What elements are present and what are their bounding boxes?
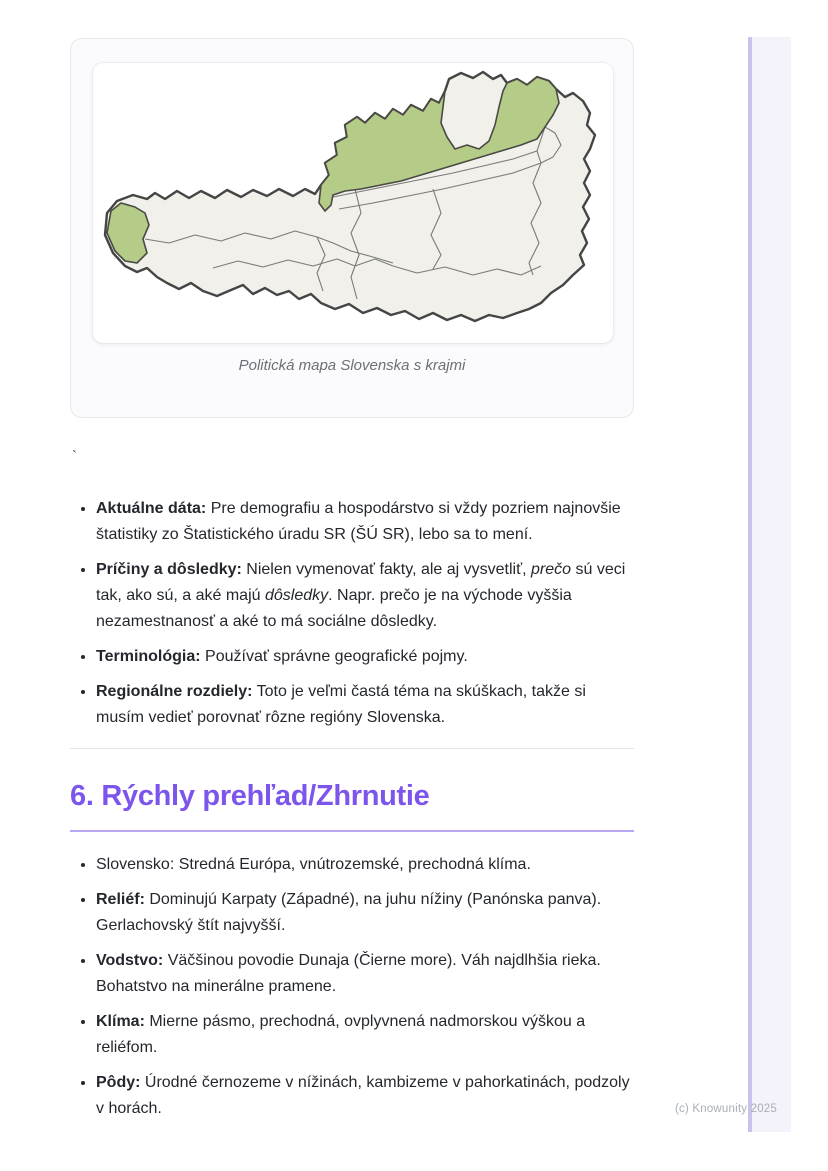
text-segment: . Napr. prečo je na východe vyššia nezamestnanosť a aké to má sociálne dôsledky.	[96, 587, 572, 630]
stray-backtick-text: `	[72, 448, 77, 465]
list-item	[96, 1009, 636, 1061]
text-segment: Dominujú Karpaty (Západné), na juhu nížiny (Panónska panva). Gerlachovský štít najvyšší.	[96, 891, 602, 934]
text-segment: Príčiny a dôsledky:	[96, 561, 242, 578]
text-segment: Pre demografiu a hospodárstvo si vždy pozriem najnovšie štatistiky zo Štatistického úradu SR (ŠÚ SR), lebo sa to mení.	[96, 500, 621, 543]
text-segment: Toto je veľmi častá téma na skúškach, takže si musím vedieť porovnať rôzne regióny Slovenska.	[96, 683, 586, 726]
text-segment: prečo	[531, 561, 572, 578]
text-segment: Používať správne geografické pojmy.	[200, 648, 468, 665]
list-item	[96, 852, 636, 878]
list-item	[96, 644, 636, 670]
list-item	[96, 887, 636, 939]
text-segment: Mierne pásmo, prechodná, ovplyvnená nadmorskou výškou a reliéfom.	[96, 1013, 586, 1056]
list-item	[96, 496, 636, 548]
list-item	[96, 948, 636, 1000]
summary-list	[70, 852, 636, 1122]
text-segment: Klíma:	[96, 1013, 145, 1030]
notes-list	[70, 496, 636, 731]
text-segment: Úrodné černozeme v nížinách, kambizeme v pahorkatinách, podzoly v horách.	[96, 1074, 630, 1117]
section-heading: 6. Rýchly prehľad/Zhrnutie	[70, 780, 430, 812]
text-segment: Väčšinou povodie Dunaja (Čierne more). Váh najdlhšia rieka. Bohatstvo na minerálne pramene.	[96, 952, 601, 995]
map-image	[93, 63, 613, 343]
austria-map-svg	[93, 63, 613, 343]
text-segment: Regionálne rozdiely:	[96, 683, 253, 700]
text-segment: Aktuálne dáta:	[96, 500, 207, 517]
text-segment: Reliéf:	[96, 891, 145, 908]
map-caption: Politická mapa Slovenska s krajmi	[238, 357, 466, 374]
text-segment: Vodstvo:	[96, 952, 164, 969]
text-segment: Terminológia:	[96, 648, 201, 665]
notes-section	[70, 496, 636, 740]
heading-underline	[70, 830, 634, 832]
list-item	[96, 679, 636, 731]
copyright-text: (c) Knowunity 2025	[674, 1103, 777, 1115]
next-page-preview[interactable]	[752, 37, 791, 1132]
list-item	[96, 557, 636, 635]
section-divider	[70, 748, 634, 749]
text-segment: Slovensko: Stredná Európa, vnútrozemské, prechodná klíma.	[96, 856, 531, 873]
text-segment: dôsledky	[264, 587, 329, 604]
list-item	[96, 1070, 636, 1122]
map-figure-card	[70, 38, 634, 418]
text-segment: sú veci tak, ako sú, a aké majú	[96, 561, 626, 604]
page-edge-line	[748, 37, 752, 1132]
summary-section	[70, 852, 636, 1131]
text-segment: Nielen vymenovať fakty, ale aj vysvetliť,	[241, 561, 531, 578]
text-segment: Pôdy:	[96, 1074, 141, 1091]
